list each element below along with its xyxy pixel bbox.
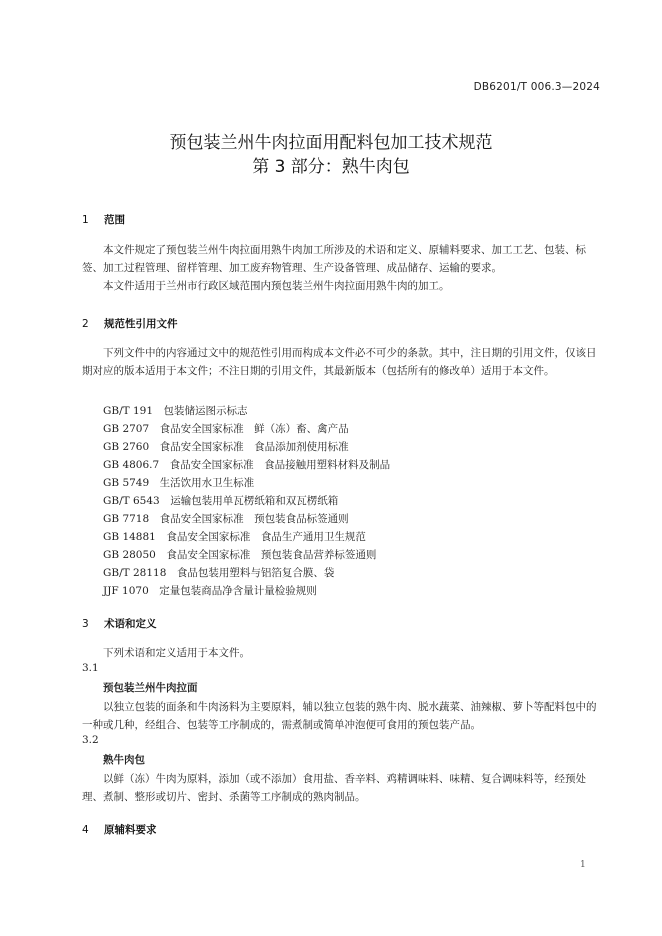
section-4-heading: [82, 822, 157, 837]
reference-item: GB 2707 食品安全国家标准 鲜（冻）畜、禽产品: [103, 423, 349, 435]
reference-item: GB 2760 食品安全国家标准 食品添加剂使用标准: [103, 441, 349, 453]
reference-item: GB/T 28118 食品包装用塑料与铝箔复合膜、袋: [103, 567, 335, 579]
standard-code: DB6201/T 006.3—2024: [473, 81, 600, 93]
scope-applicability: 本文件适用于兰州市行政区域范围内预包装兰州牛肉拉面用熟牛肉的加工。: [103, 280, 450, 292]
term-definition: 以独立包装的面条和牛肉汤料为主要原料，辅以独立包装的熟牛肉、脱水蔬菜、油辣椒、萝卜等配料包中的一种或几种，经组合、包装等工序制成的，需煮制或简单冲泡便可食用的预包装产品。: [82, 701, 597, 731]
scope-paragraph: 本文件规定了预包装兰州牛肉拉面用熟牛肉加工所涉及的术语和定义、原辅料要求、加工工艺、包装、标签、加工过程管理、留样管理、加工废弃物管理、生产设备管理、成品储存、运输的要求。: [82, 244, 586, 274]
reference-item: GB 28050 食品安全国家标准 预包装食品营养标签通则: [103, 549, 377, 561]
term-definition: 以鲜（冻）牛肉为原料，添加（或不添加）食用盐、香辛料、鸡精调味料、味精、复合调味料等，经预处理、煮制、整形或切片、密封、杀菌等工序制成的熟肉制品。: [82, 773, 586, 803]
section-title: 术语和定义: [104, 618, 157, 630]
term-number: 3.1: [82, 662, 99, 674]
reference-item: GB 5749 生活饮用水卫生标准: [103, 477, 255, 489]
reference-item: GB/T 6543 运输包装用单瓦楞纸箱和双瓦楞纸箱: [103, 495, 339, 507]
reference-item: GB 14881 食品安全国家标准 食品生产通用卫生规范: [103, 531, 366, 543]
section-title: 规范性引用文件: [104, 318, 178, 330]
term-name: 预包装兰州牛肉拉面: [103, 682, 198, 694]
section-3-heading: [82, 616, 157, 631]
term-name: 熟牛肉包: [103, 754, 145, 766]
section-number: 2: [82, 318, 89, 330]
reference-item: GB 4806.7 食品安全国家标准 食品接触用塑料材料及制品: [103, 459, 391, 471]
section-2-heading: [82, 316, 178, 331]
section-1-heading: [82, 212, 125, 227]
section-number: 4: [82, 824, 89, 836]
reference-item: JJF 1070 定量包装商品净含量计量检验规则: [103, 585, 317, 597]
reference-item: GB 7718 食品安全国家标准 预包装食品标签通则: [103, 513, 349, 525]
reference-item: GB/T 191 包装储运图示标志: [103, 405, 248, 417]
section-title: 范围: [104, 214, 125, 226]
terms-intro: 下列术语和定义适用于本文件。: [103, 647, 250, 659]
term-number: 3.2: [82, 734, 99, 746]
document-subtitle: 第 3 部分：熟牛肉包: [252, 157, 410, 177]
references-intro: 下列文件中的内容通过文中的规范性引用而构成本文件必不可少的条款。其中，注日期的引用文件，仅该日期对应的版本适用于本文件；不注日期的引用文件，其最新版本（包括所有的修改单）适用于本文件。: [82, 347, 597, 377]
section-number: 1: [82, 214, 89, 226]
section-title: 原辅料要求: [104, 824, 157, 836]
document-title: 预包装兰州牛肉拉面用配料包加工技术规范: [169, 133, 493, 153]
section-number: 3: [82, 618, 89, 630]
page-number: 1: [580, 860, 586, 870]
